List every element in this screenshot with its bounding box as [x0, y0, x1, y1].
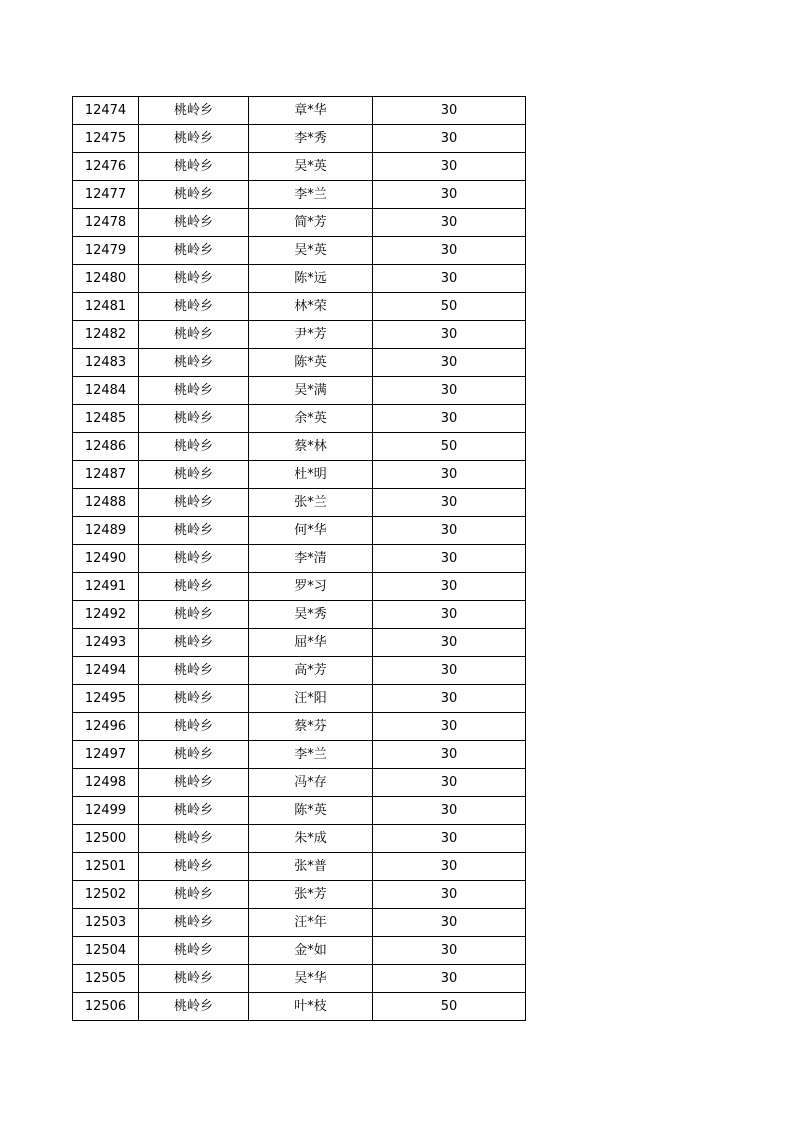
- township-cell: 桃岭乡: [139, 209, 249, 237]
- name-cell: 张*普: [249, 853, 373, 881]
- township-cell: 桃岭乡: [139, 573, 249, 601]
- name-cell: 张*芳: [249, 881, 373, 909]
- table-row: [73, 825, 526, 853]
- amount-cell: 30: [373, 601, 526, 629]
- table-row: [73, 741, 526, 769]
- id-cell: 12502: [73, 881, 139, 909]
- id-cell: 12500: [73, 825, 139, 853]
- amount-cell: 30: [373, 769, 526, 797]
- table-row: [73, 433, 526, 461]
- township-cell: 桃岭乡: [139, 825, 249, 853]
- id-cell: 12488: [73, 489, 139, 517]
- amount-cell: 30: [373, 265, 526, 293]
- id-cell: 12483: [73, 349, 139, 377]
- id-cell: 12496: [73, 713, 139, 741]
- name-cell: 尹*芳: [249, 321, 373, 349]
- table-row: [73, 209, 526, 237]
- township-cell: 桃岭乡: [139, 321, 249, 349]
- table-row: [73, 881, 526, 909]
- table-row: [73, 713, 526, 741]
- id-cell: 12491: [73, 573, 139, 601]
- township-cell: 桃岭乡: [139, 433, 249, 461]
- id-cell: 12489: [73, 517, 139, 545]
- id-cell: 12486: [73, 433, 139, 461]
- amount-cell: 30: [373, 573, 526, 601]
- name-cell: 朱*成: [249, 825, 373, 853]
- table-row: [73, 993, 526, 1021]
- id-cell: 12482: [73, 321, 139, 349]
- table-row: [73, 769, 526, 797]
- name-cell: 吴*华: [249, 965, 373, 993]
- table-row: [73, 657, 526, 685]
- amount-cell: 30: [373, 181, 526, 209]
- township-cell: 桃岭乡: [139, 937, 249, 965]
- amount-cell: 30: [373, 321, 526, 349]
- township-cell: 桃岭乡: [139, 629, 249, 657]
- table-row: [73, 265, 526, 293]
- table-row: [73, 629, 526, 657]
- id-cell: 12478: [73, 209, 139, 237]
- township-cell: 桃岭乡: [139, 153, 249, 181]
- id-cell: 12485: [73, 405, 139, 433]
- id-cell: 12499: [73, 797, 139, 825]
- table-row: [73, 321, 526, 349]
- amount-cell: 30: [373, 881, 526, 909]
- id-cell: 12476: [73, 153, 139, 181]
- amount-cell: 30: [373, 377, 526, 405]
- township-cell: 桃岭乡: [139, 237, 249, 265]
- amount-cell: 50: [373, 293, 526, 321]
- township-cell: 桃岭乡: [139, 377, 249, 405]
- amount-cell: 30: [373, 209, 526, 237]
- id-cell: 12494: [73, 657, 139, 685]
- amount-cell: 30: [373, 545, 526, 573]
- name-cell: 简*芳: [249, 209, 373, 237]
- id-cell: 12481: [73, 293, 139, 321]
- name-cell: 张*兰: [249, 489, 373, 517]
- table-row: [73, 181, 526, 209]
- amount-cell: 30: [373, 629, 526, 657]
- township-cell: 桃岭乡: [139, 125, 249, 153]
- township-cell: 桃岭乡: [139, 293, 249, 321]
- id-cell: 12480: [73, 265, 139, 293]
- name-cell: 蔡*林: [249, 433, 373, 461]
- amount-cell: 30: [373, 909, 526, 937]
- name-cell: 吴*英: [249, 153, 373, 181]
- name-cell: 李*清: [249, 545, 373, 573]
- amount-cell: 30: [373, 153, 526, 181]
- amount-cell: 30: [373, 97, 526, 125]
- name-cell: 吴*英: [249, 237, 373, 265]
- table-row: [73, 293, 526, 321]
- township-cell: 桃岭乡: [139, 797, 249, 825]
- name-cell: 蔡*芬: [249, 713, 373, 741]
- name-cell: 屈*华: [249, 629, 373, 657]
- township-cell: 桃岭乡: [139, 181, 249, 209]
- id-cell: 12498: [73, 769, 139, 797]
- data-table: [72, 96, 526, 1021]
- table-row: [73, 153, 526, 181]
- township-cell: 桃岭乡: [139, 685, 249, 713]
- name-cell: 吴*满: [249, 377, 373, 405]
- township-cell: 桃岭乡: [139, 909, 249, 937]
- name-cell: 汪*阳: [249, 685, 373, 713]
- township-cell: 桃岭乡: [139, 993, 249, 1021]
- township-cell: 桃岭乡: [139, 97, 249, 125]
- id-cell: 12503: [73, 909, 139, 937]
- township-cell: 桃岭乡: [139, 461, 249, 489]
- amount-cell: 30: [373, 125, 526, 153]
- id-cell: 12487: [73, 461, 139, 489]
- id-cell: 12495: [73, 685, 139, 713]
- township-cell: 桃岭乡: [139, 769, 249, 797]
- name-cell: 杜*明: [249, 461, 373, 489]
- name-cell: 章*华: [249, 97, 373, 125]
- township-cell: 桃岭乡: [139, 545, 249, 573]
- amount-cell: 30: [373, 965, 526, 993]
- name-cell: 余*英: [249, 405, 373, 433]
- amount-cell: 30: [373, 825, 526, 853]
- amount-cell: 30: [373, 853, 526, 881]
- id-cell: 12505: [73, 965, 139, 993]
- name-cell: 李*兰: [249, 181, 373, 209]
- township-cell: 桃岭乡: [139, 349, 249, 377]
- table-row: [73, 237, 526, 265]
- table-row: [73, 517, 526, 545]
- table-row: [73, 461, 526, 489]
- township-cell: 桃岭乡: [139, 489, 249, 517]
- name-cell: 林*荣: [249, 293, 373, 321]
- amount-cell: 30: [373, 461, 526, 489]
- name-cell: 吴*秀: [249, 601, 373, 629]
- amount-cell: 30: [373, 657, 526, 685]
- id-cell: 12506: [73, 993, 139, 1021]
- township-cell: 桃岭乡: [139, 741, 249, 769]
- amount-cell: 50: [373, 993, 526, 1021]
- amount-cell: 30: [373, 797, 526, 825]
- table-row: [73, 797, 526, 825]
- name-cell: 李*兰: [249, 741, 373, 769]
- table-row: [73, 405, 526, 433]
- id-cell: 12497: [73, 741, 139, 769]
- id-cell: 12492: [73, 601, 139, 629]
- id-cell: 12479: [73, 237, 139, 265]
- name-cell: 陈*远: [249, 265, 373, 293]
- table-row: [73, 853, 526, 881]
- table-row: [73, 489, 526, 517]
- amount-cell: 30: [373, 405, 526, 433]
- id-cell: 12474: [73, 97, 139, 125]
- township-cell: 桃岭乡: [139, 517, 249, 545]
- table-row: [73, 909, 526, 937]
- id-cell: 12475: [73, 125, 139, 153]
- name-cell: 何*华: [249, 517, 373, 545]
- table-row: [73, 965, 526, 993]
- id-cell: 12501: [73, 853, 139, 881]
- amount-cell: 30: [373, 489, 526, 517]
- amount-cell: 30: [373, 937, 526, 965]
- table-row: [73, 377, 526, 405]
- name-cell: 汪*年: [249, 909, 373, 937]
- table-body: [73, 97, 526, 1021]
- name-cell: 金*如: [249, 937, 373, 965]
- amount-cell: 30: [373, 685, 526, 713]
- id-cell: 12484: [73, 377, 139, 405]
- table-row: [73, 349, 526, 377]
- table-row: [73, 573, 526, 601]
- name-cell: 罗*习: [249, 573, 373, 601]
- township-cell: 桃岭乡: [139, 405, 249, 433]
- name-cell: 高*芳: [249, 657, 373, 685]
- id-cell: 12490: [73, 545, 139, 573]
- amount-cell: 30: [373, 713, 526, 741]
- table-row: [73, 545, 526, 573]
- id-cell: 12477: [73, 181, 139, 209]
- amount-cell: 30: [373, 517, 526, 545]
- name-cell: 叶*枝: [249, 993, 373, 1021]
- id-cell: 12504: [73, 937, 139, 965]
- township-cell: 桃岭乡: [139, 853, 249, 881]
- id-cell: 12493: [73, 629, 139, 657]
- amount-cell: 50: [373, 433, 526, 461]
- amount-cell: 30: [373, 741, 526, 769]
- table-row: [73, 601, 526, 629]
- name-cell: 陈*英: [249, 349, 373, 377]
- table-row: [73, 685, 526, 713]
- township-cell: 桃岭乡: [139, 881, 249, 909]
- table-row: [73, 125, 526, 153]
- amount-cell: 30: [373, 237, 526, 265]
- township-cell: 桃岭乡: [139, 713, 249, 741]
- table-row: [73, 937, 526, 965]
- name-cell: 陈*英: [249, 797, 373, 825]
- table-row: [73, 97, 526, 125]
- name-cell: 冯*存: [249, 769, 373, 797]
- amount-cell: 30: [373, 349, 526, 377]
- township-cell: 桃岭乡: [139, 265, 249, 293]
- township-cell: 桃岭乡: [139, 601, 249, 629]
- name-cell: 李*秀: [249, 125, 373, 153]
- township-cell: 桃岭乡: [139, 965, 249, 993]
- township-cell: 桃岭乡: [139, 657, 249, 685]
